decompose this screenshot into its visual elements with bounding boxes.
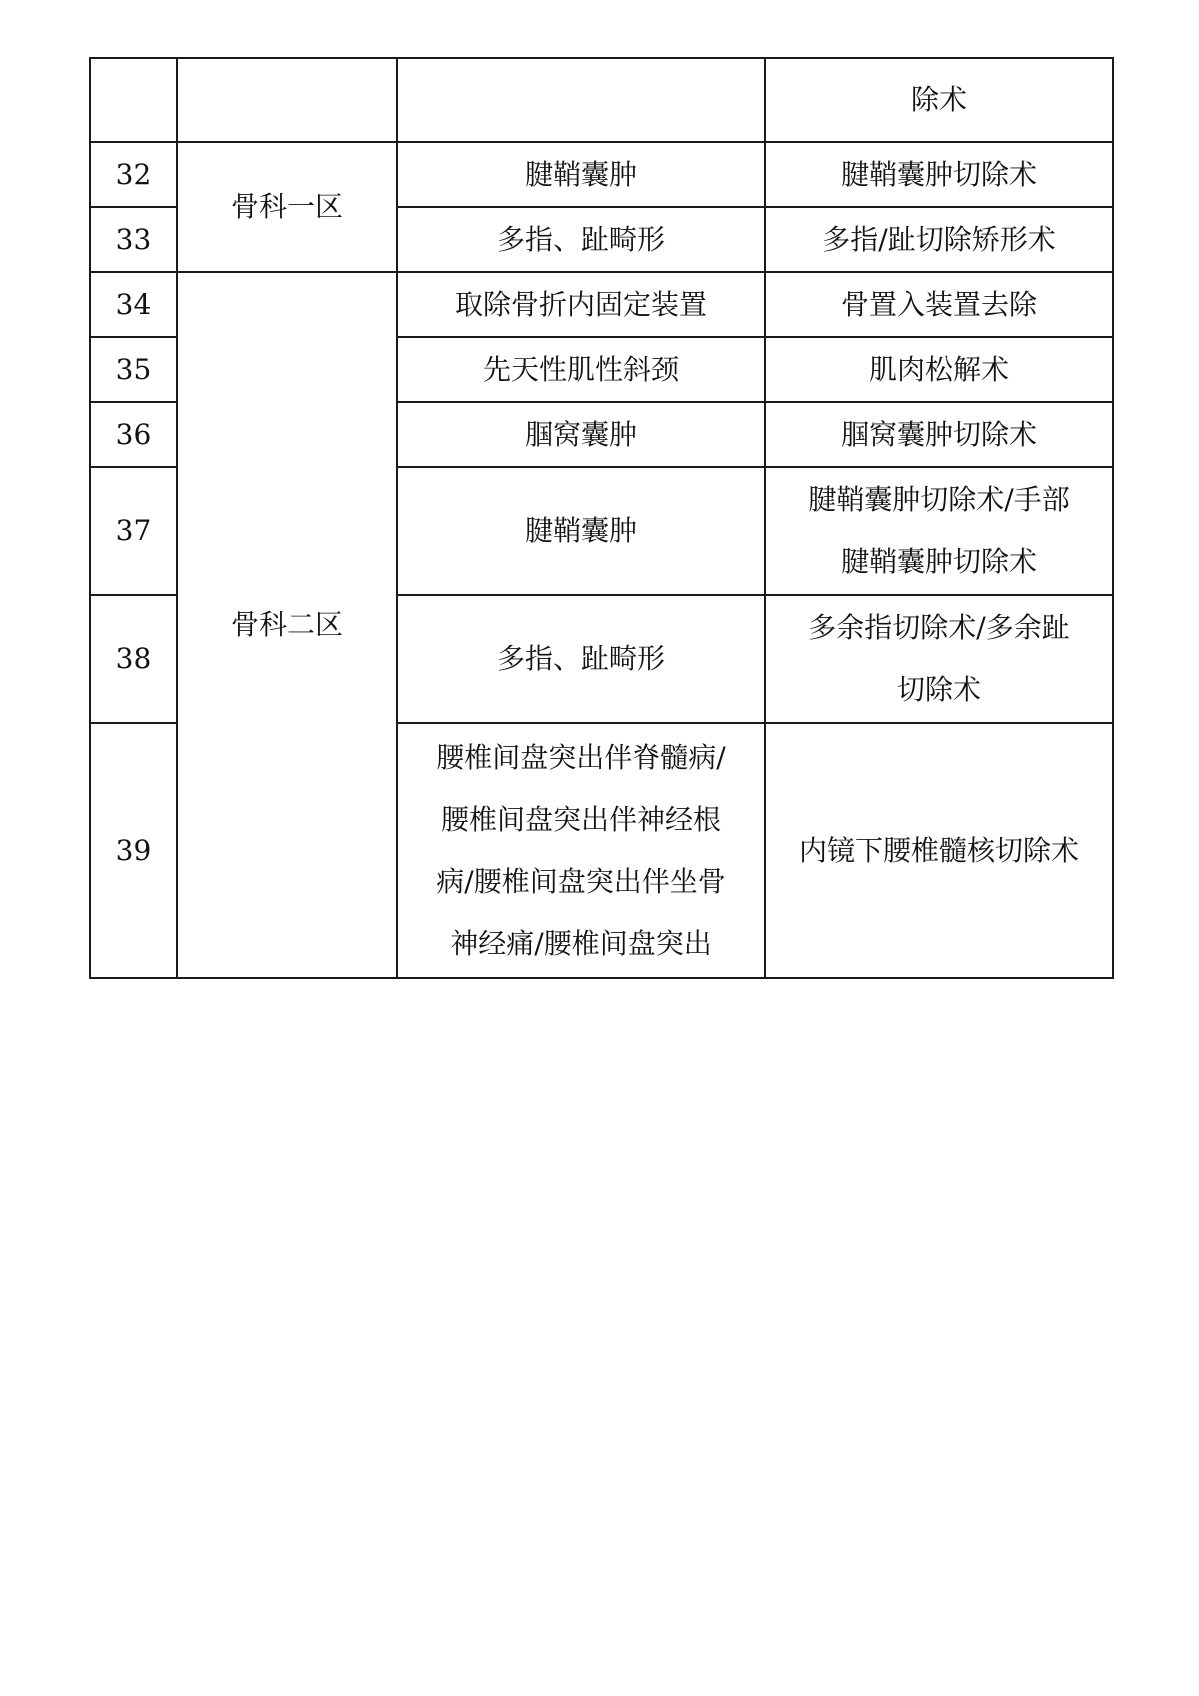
procedure-cell: 腘窝囊肿切除术 [765,402,1113,467]
condition-cell [397,58,765,142]
table-row [90,272,1113,337]
department-cell: 骨科一区 [177,142,397,272]
condition-line: 病/腰椎间盘突出伴坐骨 [436,864,726,898]
procedure-cell [765,467,1113,595]
row-number-cell: 37 [90,467,177,595]
condition-cell: 先天性肌性斜颈 [397,337,765,402]
condition-line: 腰椎间盘突出伴神经根 [440,802,721,836]
procedure-line: 多余指切除术/多余趾 [808,611,1070,644]
condition-line: 神经痛/腰椎间盘突出 [450,926,712,960]
row-number-cell: 35 [90,337,177,402]
condition-cell: 腘窝囊肿 [397,402,765,467]
procedure-cell: 腱鞘囊肿切除术 [765,142,1113,207]
procedure-cell [765,595,1113,723]
row-number-cell: 36 [90,402,177,467]
procedure-table [89,57,1114,979]
table-row [90,58,1113,142]
procedure-cell: 肌肉松解术 [765,337,1113,402]
row-number-cell: 32 [90,142,177,207]
procedure-cell: 除术 [765,58,1113,142]
row-number-cell: 39 [90,723,177,978]
procedure-cell: 内镜下腰椎髓核切除术 [765,723,1113,978]
row-number-cell: 34 [90,272,177,337]
procedure-line: 腱鞘囊肿切除术/手部 [808,483,1070,516]
table-row [90,142,1113,207]
condition-cell [397,723,765,978]
condition-cell: 取除骨折内固定装置 [397,272,765,337]
procedure-cell: 多指/趾切除矫形术 [765,207,1113,272]
procedure-line: 切除术 [896,673,981,706]
department-cell [177,58,397,142]
department-cell: 骨科二区 [177,272,397,978]
condition-cell: 多指、趾畸形 [397,595,765,723]
procedure-line: 腱鞘囊肿切除术 [840,545,1037,578]
procedure-cell: 骨置入装置去除 [765,272,1113,337]
condition-line: 腰椎间盘突出伴脊髓病/ [436,740,726,774]
condition-cell: 腱鞘囊肿 [397,467,765,595]
condition-cell: 腱鞘囊肿 [397,142,765,207]
row-number-cell: 38 [90,595,177,723]
condition-cell: 多指、趾畸形 [397,207,765,272]
row-number-cell: 33 [90,207,177,272]
row-number-cell [90,58,177,142]
